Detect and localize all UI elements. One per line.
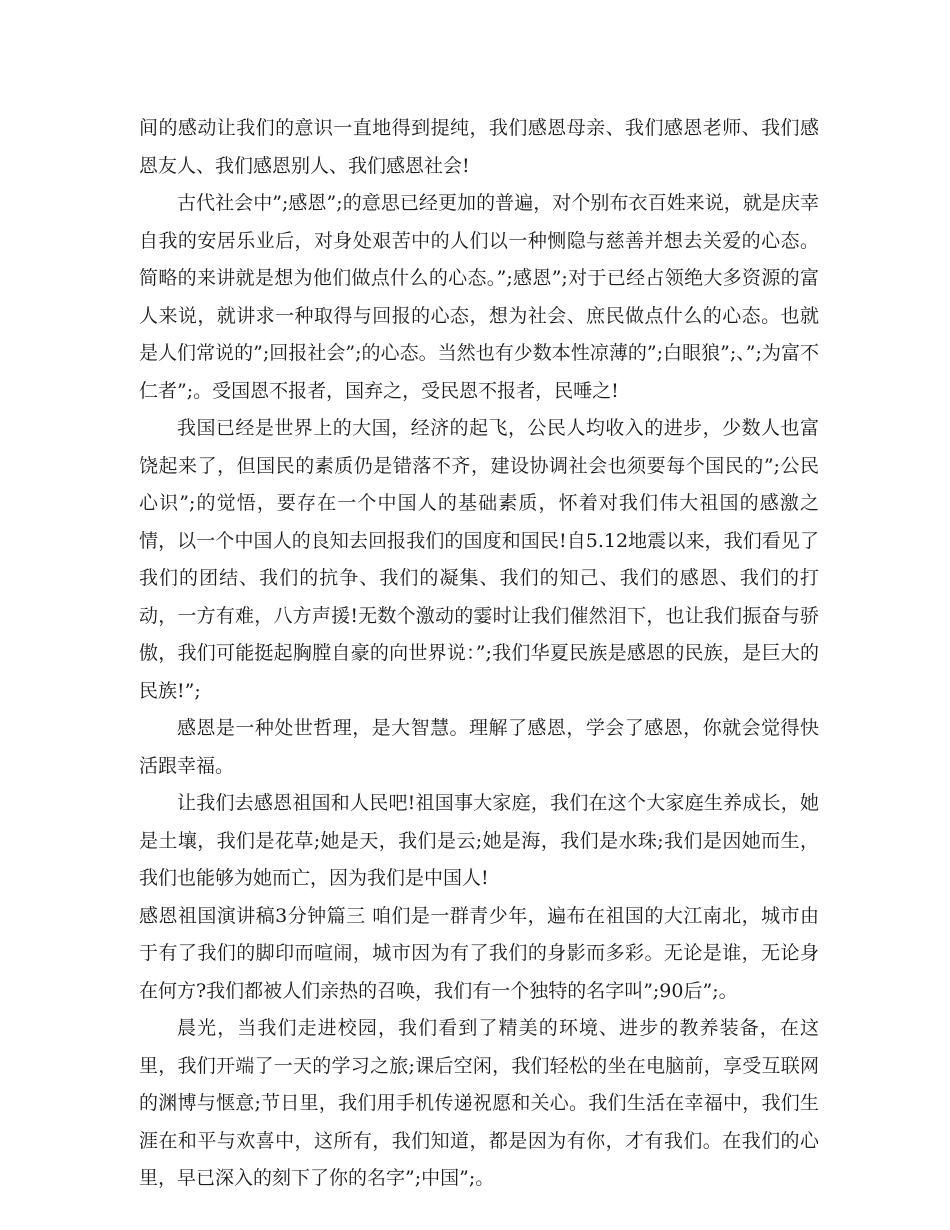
paragraph-5: 让我们去感恩祖国和人民吧!祖国事大家庭，我们在这个大家庭生养成长，她是土壤，我们是花草;她是天，我们是云;她是海，我们是水珠;我们是因她而生，我们也能够为她而亡，因为我们是中国人! xyxy=(139,792,819,889)
paragraph-3: 我国已经是世界上的大国，经济的起飞，公民人均收入的进步，少数人也富饶起来了，但国民的素质仍是错落不齐，建设协调社会也须要每个国民的”;公民心识”;的觉悟，要存在一个中国人的基础素质，怀着对我们伟大祖国的感激之情，以一个中国人的良知去回报我们的国度和国民!自5.12地震以来，我们看见了我们的团结、我们的抗争、我们的凝集、我们的知己、我们的感恩、我们的打动，一方有难，八方声援!无数个激动的霎时让我们催然泪下，也让我们振奋与骄傲，我们可能挺起胸膛自豪的向世界说：”;我们华夏民族是感恩的民族，是巨大的民族!”; xyxy=(139,417,819,702)
section-heading: 感恩祖国演讲稿3分钟篇三 xyxy=(139,904,366,927)
paragraph-7: 晨光，当我们走进校园，我们看到了精美的环境、进步的教养装备，在这里，我们开端了一天的学习之旅;课后空闲，我们轻松的坐在电脑前，享受互联网的渊博与惬意;节日里，我们用手机传递祝愿和关心。我们生活在幸福中，我们生涯在和平与欢喜中，这所有，我们知道，都是因为有你，才有我们。在我们的心里，早已深入的刻下了你的名字”;中国”;。 xyxy=(139,1017,819,1189)
paragraph-1: 间的感动让我们的意识一直地得到提纯，我们感恩母亲、我们感恩老师、我们感恩友人、我们感恩别人、我们感恩社会! xyxy=(139,117,819,177)
paragraph-6-text: 咱们是一群青少年，遍布在祖国的大江南北，城市由于有了我们的脚印而喧闹，城市因为有了我们的身影而多彩。无论是谁，无论身在何方?我们都被人们亲热的召唤，我们有一个独特的名字叫”;90后”;。 xyxy=(139,904,819,1002)
paragraph-2: 古代社会中”;感恩”;的意思已经更加的普遍，对个别布衣百姓来说，就是庆幸自我的安居乐业后，对身处艰苦中的人们以一种恻隐与慈善并想去关爱的心态。简略的来讲就是想为他们做点什么的心态。”;感恩”;对于已经占领绝大多资源的富人来说，就讲求一种取得与回报的心态，想为社会、庶民做点什么的心态。也就是人们常说的”;回报社会”;的心态。当然也有少数本性凉薄的”;白眼狼”;、”;为富不仁者”;。受国恩不报者，国弃之，受民恩不报者，民唾之! xyxy=(139,192,819,402)
paragraph-4: 感恩是一种处世哲理，是大智慧。理解了感恩，学会了感恩，你就会觉得快活跟幸福。 xyxy=(139,717,819,777)
paragraph-6 xyxy=(139,898,819,1011)
document-body xyxy=(139,110,819,1198)
